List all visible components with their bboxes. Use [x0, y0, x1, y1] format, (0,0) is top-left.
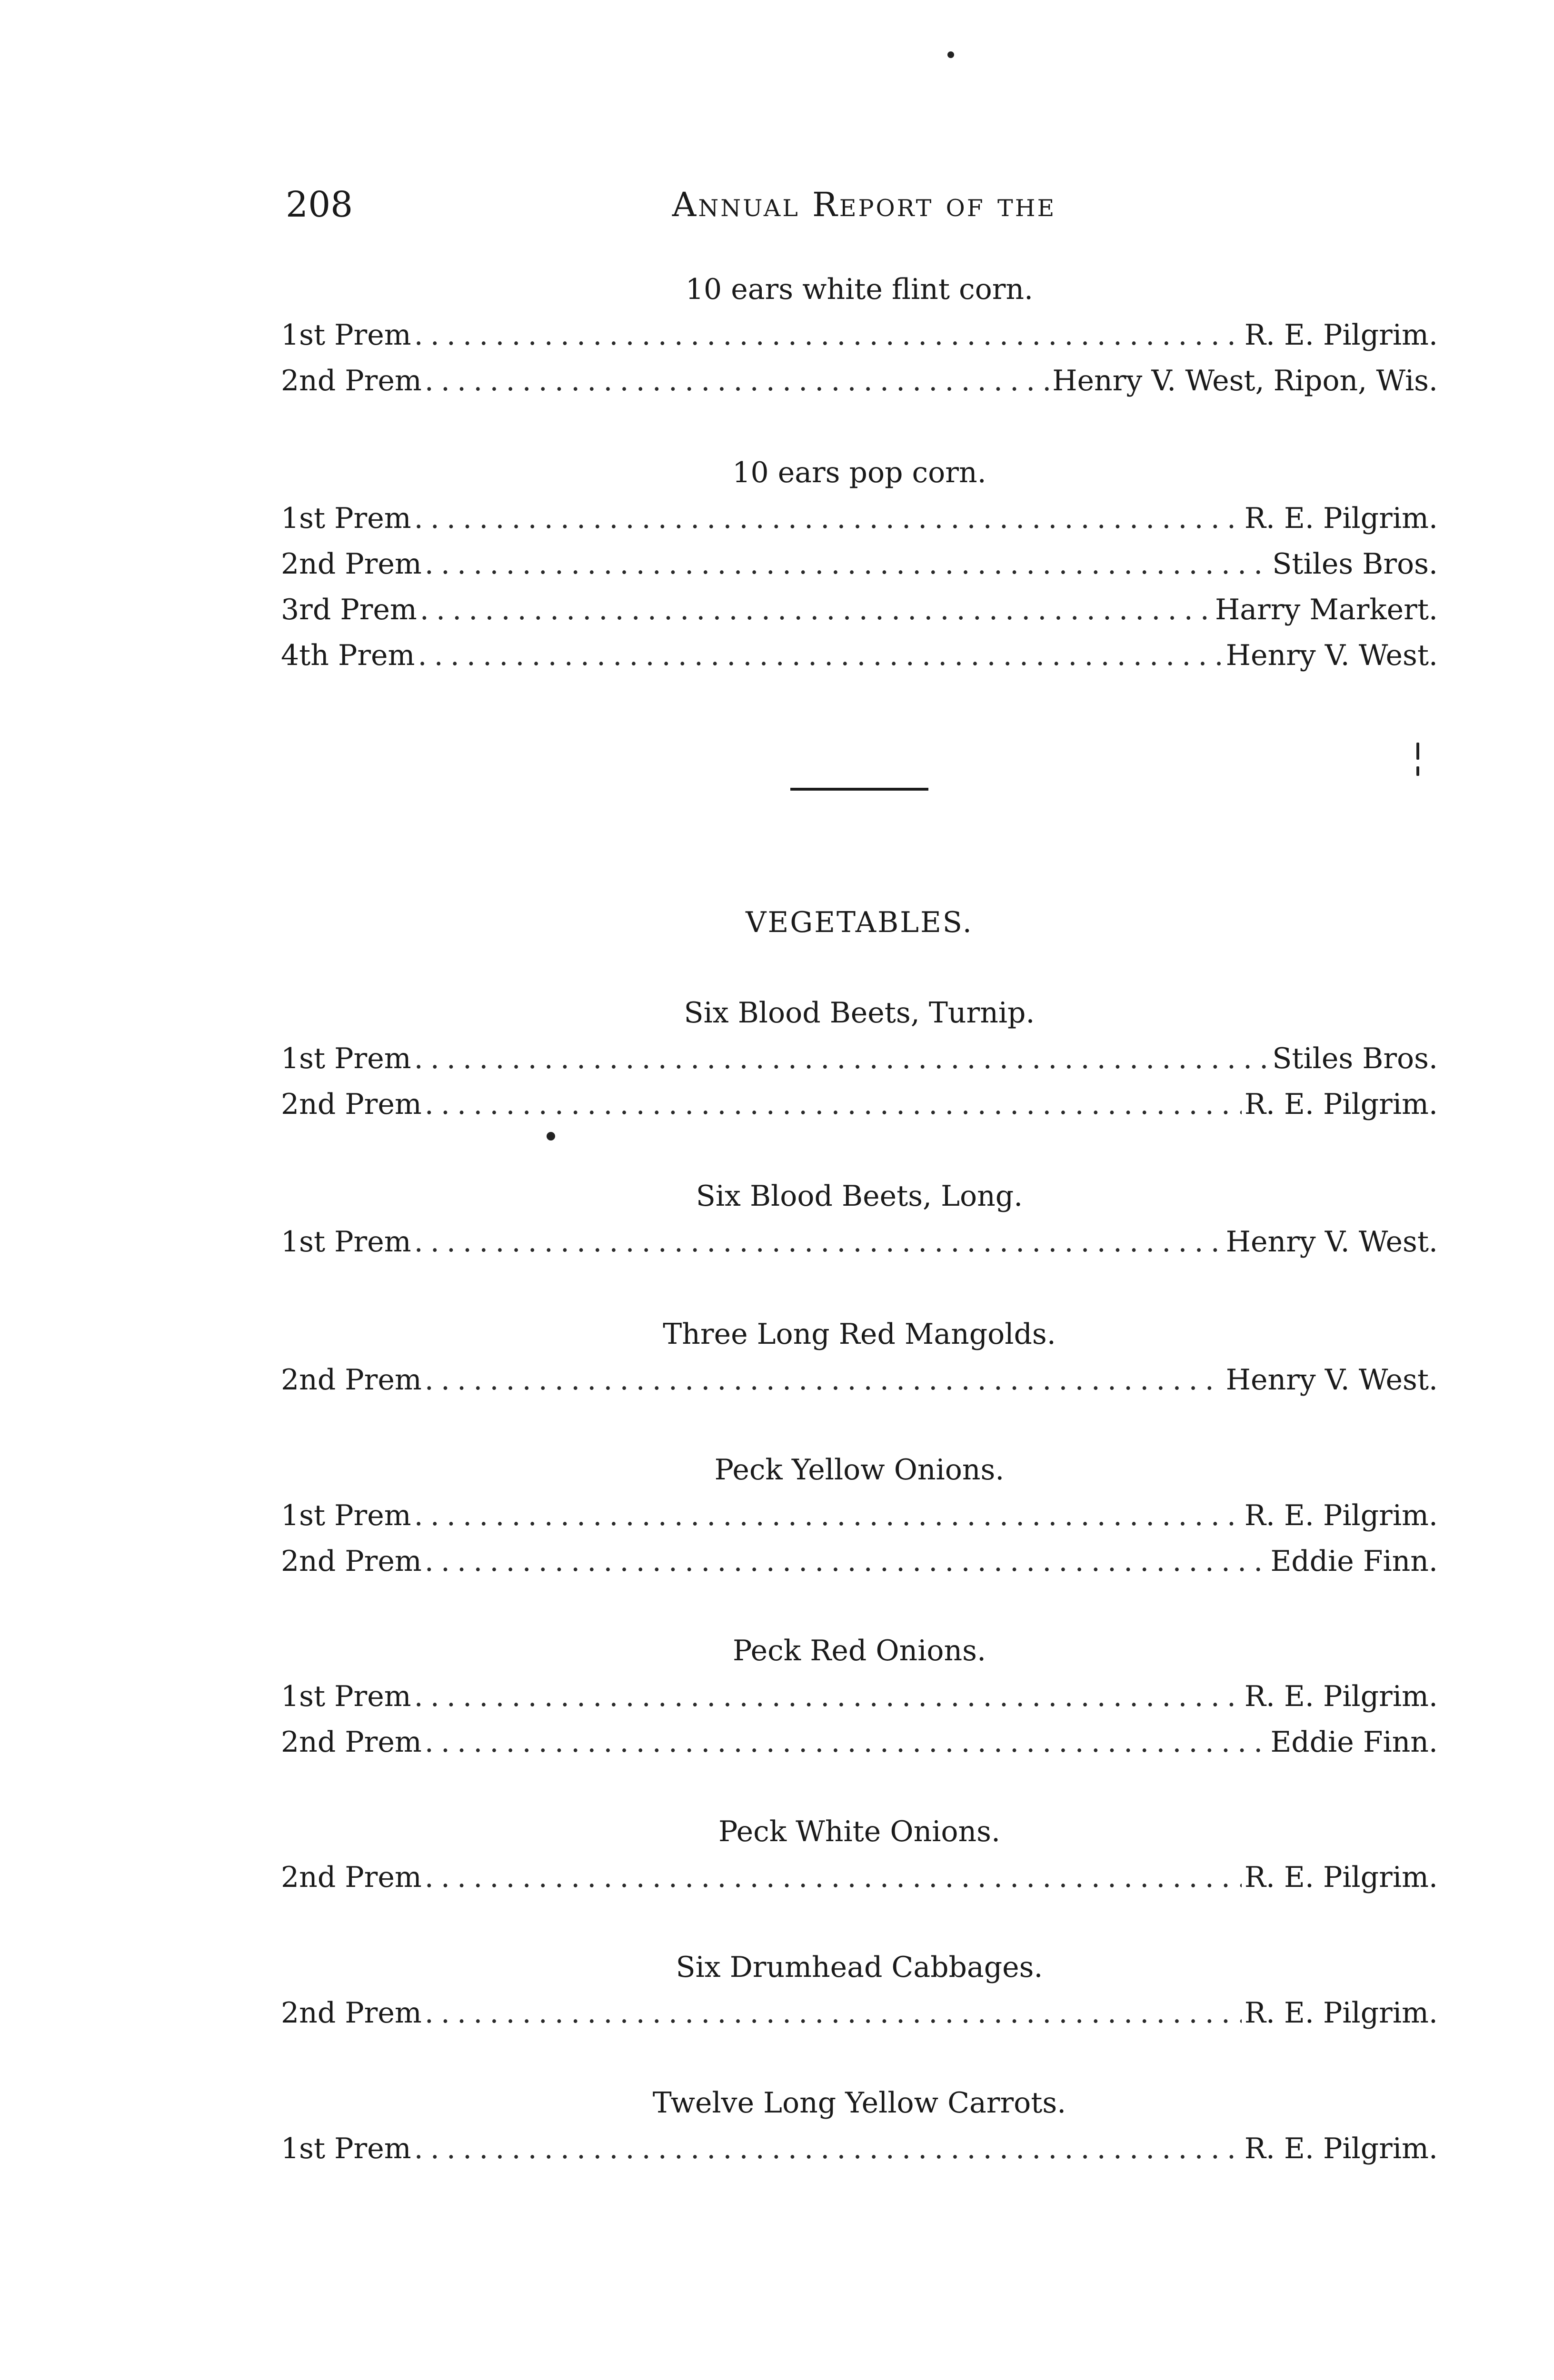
premium-entry	[281, 1719, 1438, 1765]
section-heading: 10 ears pop corn.	[732, 456, 986, 489]
premium-label: 2nd Prem	[281, 1363, 422, 1397]
premium-entry	[281, 1219, 1438, 1265]
premium-entry	[281, 1493, 1438, 1538]
premium-label: 2nd Prem	[281, 1545, 422, 1578]
section-white-flint-corn	[281, 267, 1438, 404]
premium-entry	[281, 587, 1438, 633]
section-drumhead-cabbages	[281, 1944, 1438, 2036]
winner-name: R. E. Pilgrim.	[1244, 2132, 1438, 2165]
section-heading: Six Blood Beets, Long.	[696, 1180, 1023, 1213]
dot-leader	[425, 358, 1049, 404]
dot-leader	[414, 1219, 1223, 1265]
dot-leader	[425, 1538, 1268, 1584]
winner-name: Henry V. West.	[1225, 639, 1438, 672]
winner-name: R. E. Pilgrim.	[1244, 318, 1438, 352]
premium-label: 2nd Prem	[281, 1726, 422, 1759]
dot-leader	[418, 633, 1223, 678]
premium-entry	[281, 633, 1438, 678]
dot-leader	[414, 2126, 1242, 2172]
dot-leader	[414, 1674, 1242, 1719]
premium-entry	[281, 541, 1438, 587]
section-red-onions	[281, 1628, 1438, 1765]
winner-name: R. E. Pilgrim.	[1244, 1861, 1438, 1894]
section-heading: 10 ears white flint corn.	[685, 273, 1034, 306]
premium-label: 1st Prem	[281, 318, 411, 352]
premium-entry	[281, 496, 1438, 541]
section-heading: Peck Red Onions.	[732, 1634, 986, 1667]
section-heading: Twelve Long Yellow Carrots.	[652, 2086, 1066, 2120]
winner-name: R. E. Pilgrim.	[1244, 1996, 1438, 2030]
premium-entry	[281, 1036, 1438, 1081]
winner-name: Stiles Bros.	[1272, 1042, 1438, 1075]
winner-name: Henry V. West.	[1225, 1225, 1438, 1259]
section-heading: Peck White Onions.	[718, 1815, 1001, 1848]
premium-label: 1st Prem	[281, 1680, 411, 1713]
dot-leader	[414, 1036, 1270, 1081]
dot-leader	[414, 312, 1242, 358]
premium-entry	[281, 1674, 1438, 1719]
premium-entry	[281, 1357, 1438, 1403]
premium-label: 2nd Prem	[281, 1996, 422, 2030]
premium-label: 1st Prem	[281, 502, 411, 535]
section-yellow-carrots	[281, 2080, 1438, 2172]
dot-leader	[420, 587, 1212, 633]
page-number: 208	[286, 184, 353, 225]
winner-name: R. E. Pilgrim.	[1244, 1088, 1438, 1121]
winner-name: Stiles Bros.	[1272, 547, 1438, 581]
dot-leader	[414, 496, 1242, 541]
winner-name: Henry V. West, Ripon, Wis.	[1052, 364, 1438, 397]
premium-entry	[281, 312, 1438, 358]
premium-entry	[281, 1538, 1438, 1584]
section-blood-beets-long	[281, 1173, 1438, 1265]
dot-leader	[425, 1990, 1242, 2036]
premium-label: 1st Prem	[281, 1042, 411, 1075]
premium-label: 2nd Prem	[281, 1861, 422, 1894]
print-speck	[1416, 743, 1419, 760]
print-speck	[947, 51, 954, 58]
winner-name: R. E. Pilgrim.	[1244, 1499, 1438, 1532]
winner-name: Harry Markert.	[1215, 593, 1438, 626]
dot-leader	[425, 1854, 1242, 1900]
dot-leader	[425, 1719, 1268, 1765]
print-speck	[547, 1132, 555, 1140]
section-blood-beets-turnip	[281, 990, 1438, 1127]
dot-leader	[425, 541, 1270, 587]
section-pop-corn	[281, 450, 1438, 678]
winner-name: Eddie Finn.	[1270, 1545, 1438, 1578]
winner-name: Eddie Finn.	[1270, 1726, 1438, 1759]
premium-label: 1st Prem	[281, 2132, 411, 2165]
section-heading: Six Blood Beets, Turnip.	[684, 996, 1035, 1030]
premium-entry	[281, 1081, 1438, 1127]
winner-name: R. E. Pilgrim.	[1244, 502, 1438, 535]
section-heading: Three Long Red Mangolds.	[663, 1318, 1056, 1351]
premium-label: 3rd Prem	[281, 593, 417, 626]
premium-entry	[281, 2126, 1438, 2172]
section-divider	[790, 788, 928, 791]
print-speck	[1416, 766, 1419, 776]
dot-leader	[425, 1357, 1223, 1403]
vegetables-title: VEGETABLES.	[746, 906, 973, 939]
premium-entry	[281, 1854, 1438, 1900]
premium-label: 1st Prem	[281, 1225, 411, 1259]
winner-name: R. E. Pilgrim.	[1244, 1680, 1438, 1713]
premium-label: 2nd Prem	[281, 1088, 422, 1121]
premium-label: 2nd Prem	[281, 364, 422, 397]
winner-name: Henry V. West.	[1225, 1363, 1438, 1397]
dot-leader	[414, 1493, 1242, 1538]
section-heading: Six Drumhead Cabbages.	[676, 1951, 1043, 1984]
section-yellow-onions	[281, 1447, 1438, 1584]
premium-label: 1st Prem	[281, 1499, 411, 1532]
section-heading: Peck Yellow Onions.	[714, 1453, 1005, 1487]
dot-leader	[425, 1081, 1242, 1127]
premium-entry	[281, 358, 1438, 404]
section-white-onions	[281, 1809, 1438, 1900]
premium-label: 4th Prem	[281, 639, 415, 672]
premium-entry	[281, 1990, 1438, 2036]
section-red-mangolds	[281, 1311, 1438, 1403]
premium-label: 2nd Prem	[281, 547, 422, 581]
running-head	[286, 181, 1443, 228]
report-title: Annual Report of the	[672, 185, 1056, 224]
